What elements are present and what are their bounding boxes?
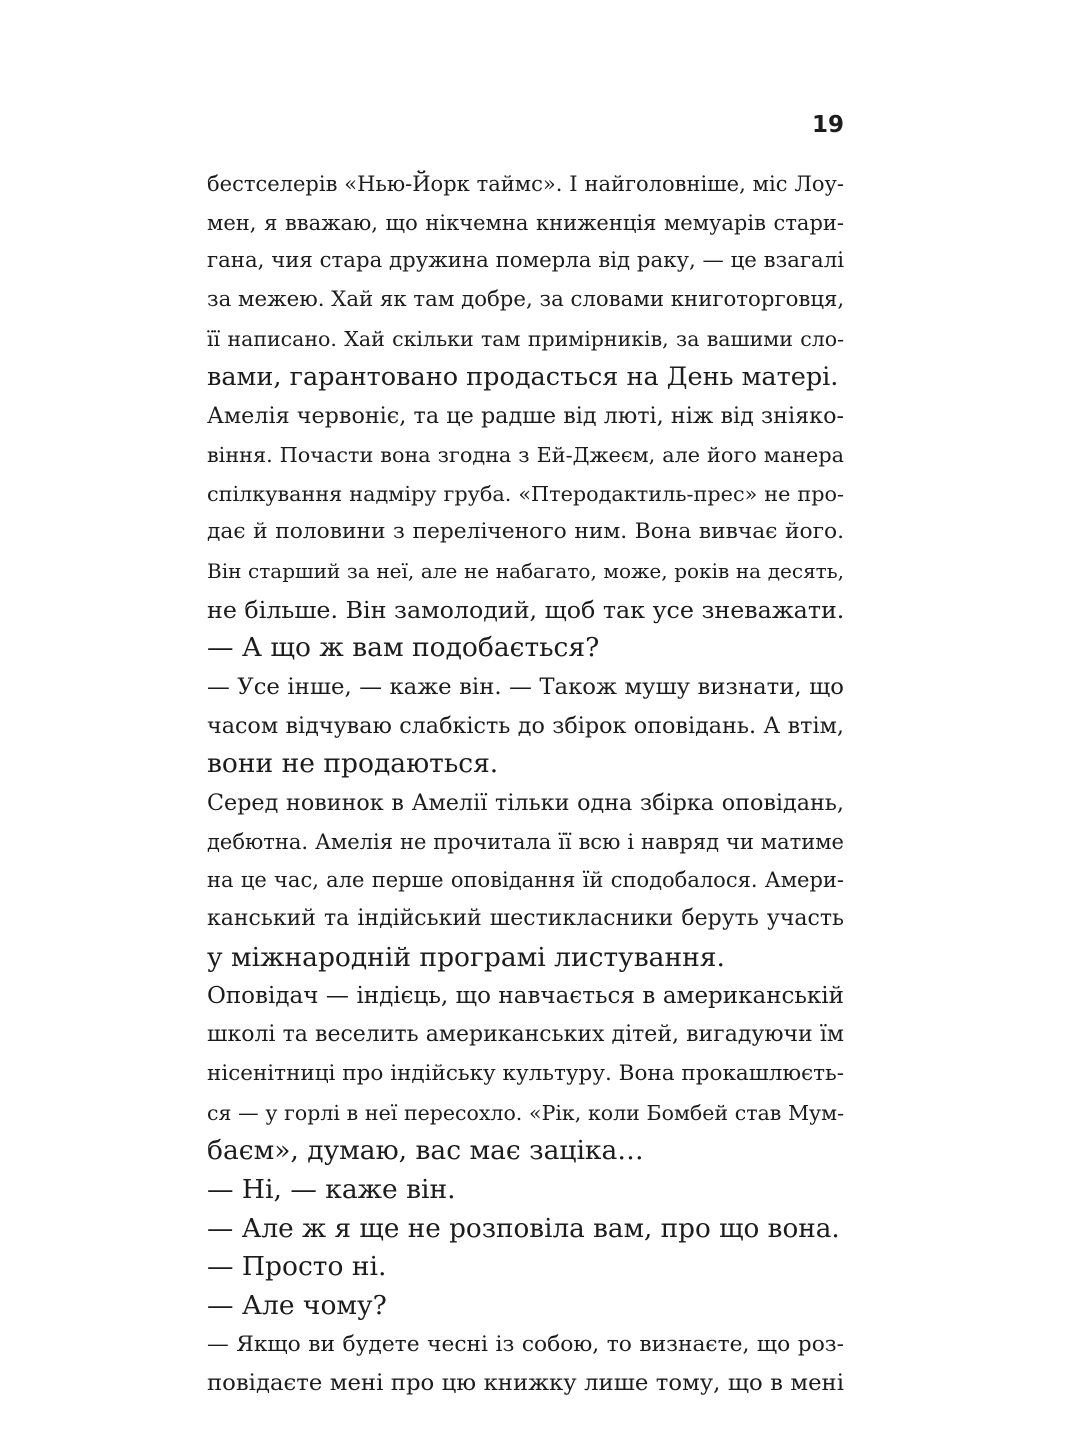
page-number: 19 <box>811 112 844 138</box>
text-line: не більше. Він замолодий, щоб так усе зневажати. <box>207 595 844 624</box>
text-line: вами, гарантовано продасться на День матері. <box>207 362 839 393</box>
text-line: Він старший за неї, але не набагато, може, років на десять, <box>207 558 844 583</box>
text-line: гана, чия стара дружина померла від раку, — це взагалі <box>207 248 844 274</box>
text-line: дає й половини з переліченого ним. Вона вивчає його. <box>207 519 844 545</box>
text-line: — Але чому? <box>207 1289 387 1321</box>
text-line: Оповідач — індієць, що навчається в американській <box>207 983 844 1010</box>
text-line: — Просто ні. <box>207 1251 387 1283</box>
text-line: бестселерів «Нью-Йорк таймс». І найголовніше, міс Лоу- <box>207 172 844 196</box>
text-line: на це час, але перше оповідання їй сподобалося. Амери- <box>207 868 844 893</box>
text-line: спілкування надміру груба. «Птеродактиль-прес» не про- <box>207 481 844 506</box>
text-line: Серед новинок в Амелії тільки одна збірка оповідань, <box>207 790 844 816</box>
text-line: у міжнародній програмі листування. <box>207 941 725 973</box>
text-line: повідаєте мені про цю книжку лише тому, що в мені <box>207 1370 844 1397</box>
text-line: ся — у горлі в неї пересохло. «Рік, коли Бомбей став Мум- <box>207 1100 844 1125</box>
text-line: баєм», думаю, вас має зацікa… <box>207 1135 644 1167</box>
text-line: — Ні, — каже він. <box>207 1173 456 1205</box>
text-line: її написано. Хай скільки там примірників, за вашими сло- <box>207 326 844 351</box>
text-line: часом відчуваю слабкість до збірок оповідань. А втім, <box>207 712 844 739</box>
text-line: мен, я вважаю, що нікчемна книженція мемуарів стари- <box>207 210 844 235</box>
text-line: — Але ж я ще не розповіла вам, про що вона. <box>207 1213 840 1244</box>
text-line: Амелія червоніє, та це радше від люті, ніж від зніяко- <box>207 403 844 430</box>
text-line: — Усе інше, — каже він. — Також мушу визнати, що <box>207 673 844 700</box>
text-line: вони не продаються. <box>207 748 499 780</box>
text-line: школі та веселить американських дітей, вигадуючи їм <box>207 1022 844 1048</box>
text-line: — А що ж вам подобається? <box>207 632 600 664</box>
text-line: дебютна. Амелія не прочитала її всю і навряд чи матиме <box>207 829 844 854</box>
text-line: канський та індійський шестикласники беруть участь <box>207 906 844 932</box>
text-line: віння. Почасти вона згодна з Ей-Джеєм, але його манера <box>207 442 844 467</box>
text-line: за межею. Хай як там добре, за словами книготорговця, <box>207 287 844 313</box>
body-text <box>207 165 844 1403</box>
text-line: нісенітниці про індійську культуру. Вона прокашлюєть- <box>207 1060 844 1086</box>
text-line: — Якщо ви будете чесні із собою, то визнаєте, що роз- <box>207 1331 844 1357</box>
